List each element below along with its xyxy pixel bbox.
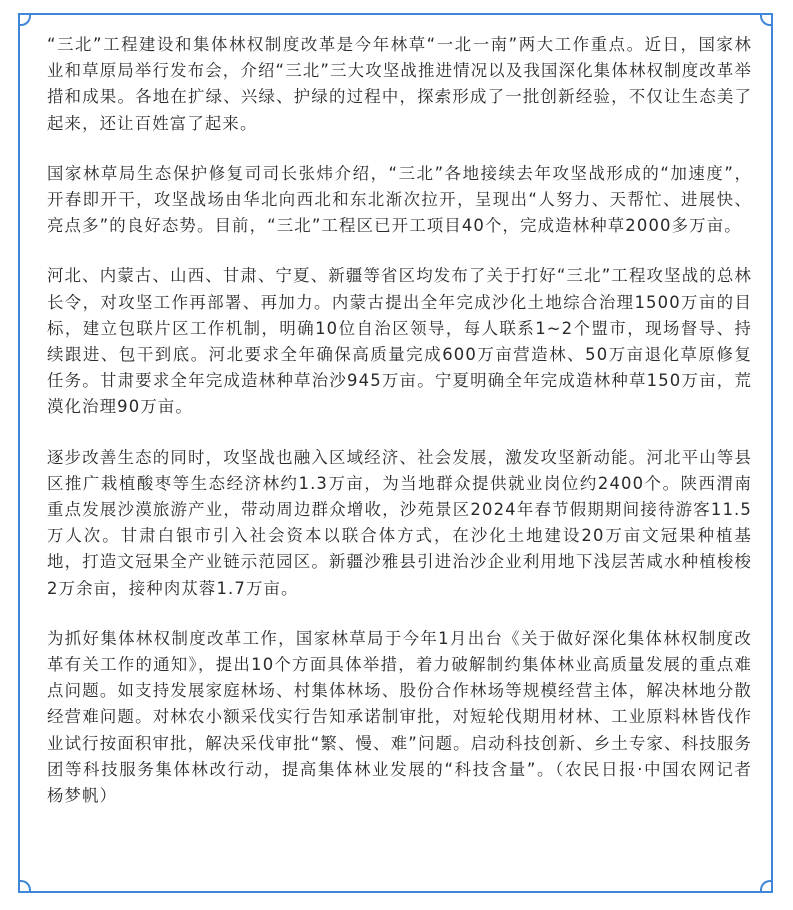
frame-corner-top-left <box>19 14 31 26</box>
article-paragraph-4: 逐步改善生态的同时，攻坚战也融入区域经济、社会发展，激发攻坚新动能。河北平山等县区推广栽植酸枣等生态经济林约1.3万亩，为当地群众提供就业岗位约2400个。陕西渭南重点发展沙漠旅游产业，带动周边群众增收，沙苑景区2024年春节假期期间接待游客11.5万人次。甘肃白银市引入社会资本以联合体方式，在沙化土地建设20万亩文冠果种植基地，打造文冠果全产业链示范园区。新疆沙雅县引进治沙企业利用地下浅层苦咸水种植梭梭2万余亩，接种肉苁蓉1.7万亩。 <box>47 447 752 598</box>
article-paragraph-5: 为抓好集体林权制度改革工作，国家林草局于今年1月出台《关于做好深化集体林权制度改革有关工作的通知》，提出10个方面具体举措，着力破解制约集体林业高质量发展的重点难点问题。如支持发展家庭林场、村集体林场、股份合作林场等规模经营主体，解决林地分散经营难问题。对林农小额采伐实行告知承诺制审批，对短轮伐期用材林、工业原料林皆伐作业试行按面积审批，解决采伐审批“繁、慢、难”问题。启动科技创新、乡土专家、科技服务团等科技服务集体林改行动，提高集体林业发展的“科技含量”。（农民日报·中国农网记者 杨梦帆） <box>47 628 752 806</box>
frame-corner-bottom-right <box>760 880 772 892</box>
article-paragraph-3: 河北、内蒙古、山西、甘肃、宁夏、新疆等省区均发布了关于打好“三北”工程攻坚战的总林长令，对攻坚工作再部署、再加力。内蒙古提出全年完成沙化土地综合治理1500万亩的目标，建立包联片区工作机制，明确10位自治区领导，每人联系1~2个盟市，现场督导、持续跟进、包干到底。河北要求全年确保高质量完成600万亩营造林、50万亩退化草原修复任务。甘肃要求全年完成造林种草治沙945万亩。宁夏明确全年完成造林种草150万亩，荒漠化治理90万亩。 <box>47 266 752 417</box>
article-paragraph-2: 国家林草局生态保护修复司司长张炜介绍，“三北”各地接续去年攻坚战形成的“加速度”，开春即开干，攻坚战场由华北向西北和东北渐次拉开，呈现出“人努力、天帮忙、进展快、亮点多”的良好态势。目前，“三北”工程区已开工项目40个，完成造林种草2000多万亩。 <box>47 163 752 236</box>
article-paragraph-1: “三北”工程建设和集体林权制度改革是今年林草“一北一南”两大工作重点。近日，国家林业和草原局举行发布会，介绍“三北”三大攻坚战推进情况以及我国深化集体林权制度改革举措和成果。各地在扩绿、兴绿、护绿的过程中，探索形成了一批创新经验，不仅让生态美了起来，还让百姓富了起来。 <box>47 35 752 133</box>
frame-corner-bottom-left <box>19 880 31 892</box>
article-body <box>47 32 752 809</box>
frame-corner-top-right <box>760 14 772 26</box>
